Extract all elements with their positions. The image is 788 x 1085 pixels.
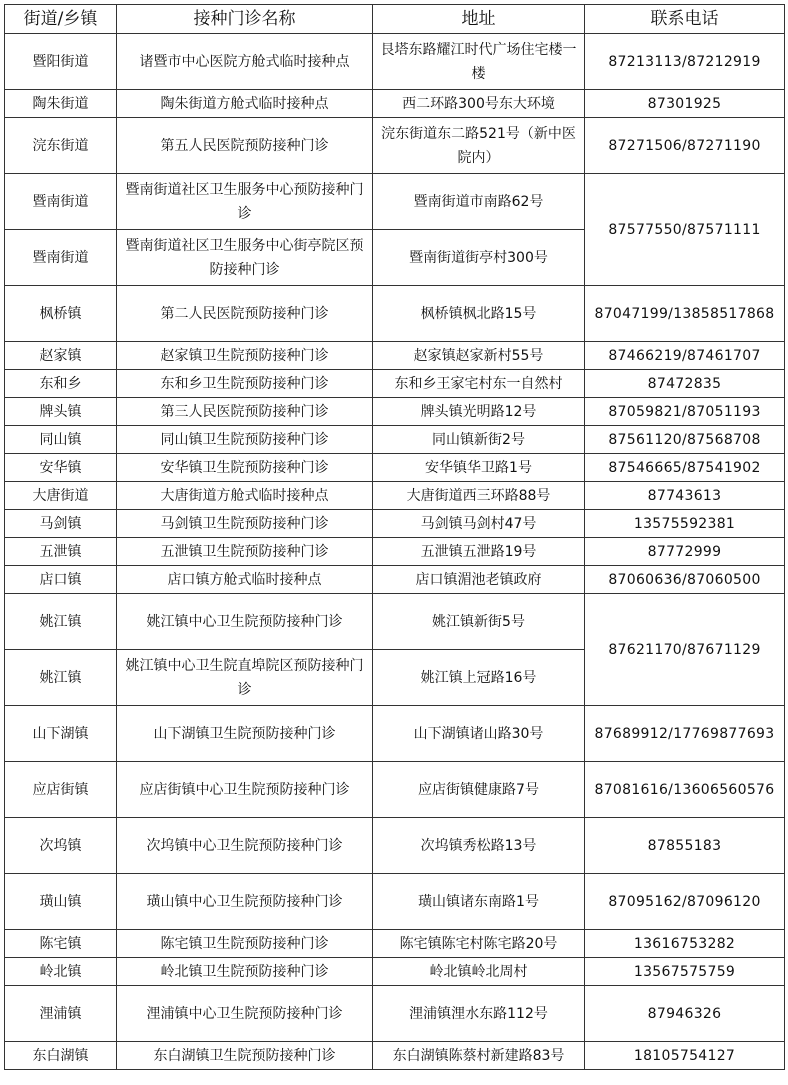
table-row: [5, 398, 785, 426]
phone-cell: 13616753282: [585, 930, 785, 958]
phone-cell: 87060636/87060500: [585, 566, 785, 594]
table-row: [5, 706, 785, 762]
town-cell: 璜山镇: [5, 874, 117, 930]
clinic-name-cell: 第五人民医院预防接种门诊: [117, 118, 373, 174]
phone-cell: 87081616/13606560576: [585, 762, 785, 818]
table-row: [5, 986, 785, 1042]
town-cell: 浣东街道: [5, 118, 117, 174]
town-cell: 应店街镇: [5, 762, 117, 818]
town-cell: 暨南街道: [5, 230, 117, 286]
town-cell: 五泄镇: [5, 538, 117, 566]
address-cell: 陈宅镇陈宅村陈宅路20号: [373, 930, 585, 958]
address-cell: 姚江镇上冠路16号: [373, 650, 585, 706]
phone-cell: 13575592381: [585, 510, 785, 538]
address-cell: 浣东街道东二路521号（新中医院内）: [373, 118, 585, 174]
phone-cell: 87472835: [585, 370, 785, 398]
address-cell: 马剑镇马剑村47号: [373, 510, 585, 538]
town-cell: 安华镇: [5, 454, 117, 482]
table-row: [5, 426, 785, 454]
clinic-name-cell: 暨南街道社区卫生服务中心街亭院区预防接种门诊: [117, 230, 373, 286]
clinic-name-cell: 姚江镇中心卫生院预防接种门诊: [117, 594, 373, 650]
clinic-name-cell: 马剑镇卫生院预防接种门诊: [117, 510, 373, 538]
table-row: [5, 454, 785, 482]
vaccination-clinic-table: [4, 4, 785, 1070]
town-cell: 东和乡: [5, 370, 117, 398]
phone-cell: 87271506/87271190: [585, 118, 785, 174]
phone-cell: 18105754127: [585, 1042, 785, 1070]
town-cell: 陈宅镇: [5, 930, 117, 958]
address-cell: 艮塔东路耀江时代广场住宅楼一楼: [373, 34, 585, 90]
clinic-name-cell: 同山镇卫生院预防接种门诊: [117, 426, 373, 454]
table-row: [5, 90, 785, 118]
header-phone: 联系电话: [585, 5, 785, 34]
town-cell: 暨南街道: [5, 174, 117, 230]
town-cell: 岭北镇: [5, 958, 117, 986]
table-row: [5, 174, 785, 230]
address-cell: 枫桥镇枫北路15号: [373, 286, 585, 342]
address-cell: 大唐街道西三环路88号: [373, 482, 585, 510]
address-cell: 岭北镇岭北周村: [373, 958, 585, 986]
clinic-name-cell: 次坞镇中心卫生院预防接种门诊: [117, 818, 373, 874]
town-cell: 马剑镇: [5, 510, 117, 538]
town-cell: 同山镇: [5, 426, 117, 454]
address-cell: 牌头镇光明路12号: [373, 398, 585, 426]
clinic-name-cell: 东白湖镇卫生院预防接种门诊: [117, 1042, 373, 1070]
phone-cell: 87546665/87541902: [585, 454, 785, 482]
clinic-name-cell: 店口镇方舱式临时接种点: [117, 566, 373, 594]
clinic-name-cell: 应店街镇中心卫生院预防接种门诊: [117, 762, 373, 818]
address-cell: 次坞镇秀松路13号: [373, 818, 585, 874]
phone-cell: 87743613: [585, 482, 785, 510]
table-row: [5, 538, 785, 566]
town-cell: 姚江镇: [5, 650, 117, 706]
clinic-name-cell: 璜山镇中心卫生院预防接种门诊: [117, 874, 373, 930]
phone-cell: 13567575759: [585, 958, 785, 986]
phone-cell: 87689912/17769877693: [585, 706, 785, 762]
phone-cell: 87946326: [585, 986, 785, 1042]
table-row: [5, 1042, 785, 1070]
town-cell: 浬浦镇: [5, 986, 117, 1042]
town-cell: 牌头镇: [5, 398, 117, 426]
table-row: [5, 34, 785, 90]
phone-cell: 87561120/87568708: [585, 426, 785, 454]
address-cell: 西二环路300号东大环境: [373, 90, 585, 118]
phone-cell: 87095162/87096120: [585, 874, 785, 930]
table-row: [5, 370, 785, 398]
address-cell: 同山镇新街2号: [373, 426, 585, 454]
table-row: [5, 118, 785, 174]
header-town: 街道/乡镇: [5, 5, 117, 34]
address-cell: 暨南街道市南路62号: [373, 174, 585, 230]
table-row: [5, 482, 785, 510]
address-cell: 安华镇华卫路1号: [373, 454, 585, 482]
address-cell: 东白湖镇陈蔡村新建路83号: [373, 1042, 585, 1070]
address-cell: 姚江镇新街5号: [373, 594, 585, 650]
phone-cell: 87301925: [585, 90, 785, 118]
clinic-name-cell: 岭北镇卫生院预防接种门诊: [117, 958, 373, 986]
clinic-name-cell: 姚江镇中心卫生院直埠院区预防接种门诊: [117, 650, 373, 706]
town-cell: 赵家镇: [5, 342, 117, 370]
table-header-row: [5, 5, 785, 34]
address-cell: 赵家镇赵家新村55号: [373, 342, 585, 370]
clinic-name-cell: 赵家镇卫生院预防接种门诊: [117, 342, 373, 370]
table-row: [5, 342, 785, 370]
clinic-name-cell: 浬浦镇中心卫生院预防接种门诊: [117, 986, 373, 1042]
clinic-name-cell: 大唐街道方舱式临时接种点: [117, 482, 373, 510]
town-cell: 陶朱街道: [5, 90, 117, 118]
town-cell: 大唐街道: [5, 482, 117, 510]
address-cell: 五泄镇五泄路19号: [373, 538, 585, 566]
address-cell: 东和乡王家宅村东一自然村: [373, 370, 585, 398]
town-cell: 东白湖镇: [5, 1042, 117, 1070]
table-row: [5, 930, 785, 958]
table-row: [5, 762, 785, 818]
phone-cell: 87772999: [585, 538, 785, 566]
phone-cell: 87855183: [585, 818, 785, 874]
clinic-name-cell: 五泄镇卫生院预防接种门诊: [117, 538, 373, 566]
phone-cell: 87047199/13858517868: [585, 286, 785, 342]
table-row: [5, 594, 785, 650]
clinic-name-cell: 诸暨市中心医院方舱式临时接种点: [117, 34, 373, 90]
table-row: [5, 958, 785, 986]
header-clinic: 接种门诊名称: [117, 5, 373, 34]
clinic-name-cell: 第二人民医院预防接种门诊: [117, 286, 373, 342]
clinic-name-cell: 安华镇卫生院预防接种门诊: [117, 454, 373, 482]
phone-cell: 87213113/87212919: [585, 34, 785, 90]
clinic-name-cell: 第三人民医院预防接种门诊: [117, 398, 373, 426]
clinic-name-cell: 暨南街道社区卫生服务中心预防接种门诊: [117, 174, 373, 230]
town-cell: 店口镇: [5, 566, 117, 594]
address-cell: 店口镇湄池老镇政府: [373, 566, 585, 594]
town-cell: 姚江镇: [5, 594, 117, 650]
phone-cell: 87577550/87571111: [585, 174, 785, 286]
town-cell: 山下湖镇: [5, 706, 117, 762]
table-row: [5, 818, 785, 874]
clinic-name-cell: 陈宅镇卫生院预防接种门诊: [117, 930, 373, 958]
clinic-name-cell: 东和乡卫生院预防接种门诊: [117, 370, 373, 398]
town-cell: 暨阳街道: [5, 34, 117, 90]
address-cell: 浬浦镇浬水东路112号: [373, 986, 585, 1042]
header-address: 地址: [373, 5, 585, 34]
address-cell: 暨南街道街亭村300号: [373, 230, 585, 286]
phone-cell: 87466219/87461707: [585, 342, 785, 370]
clinic-name-cell: 山下湖镇卫生院预防接种门诊: [117, 706, 373, 762]
address-cell: 山下湖镇诸山路30号: [373, 706, 585, 762]
clinic-name-cell: 陶朱街道方舱式临时接种点: [117, 90, 373, 118]
table-row: [5, 286, 785, 342]
address-cell: 应店街镇健康路7号: [373, 762, 585, 818]
town-cell: 枫桥镇: [5, 286, 117, 342]
table-row: [5, 510, 785, 538]
town-cell: 次坞镇: [5, 818, 117, 874]
phone-cell: 87059821/87051193: [585, 398, 785, 426]
table-row: [5, 566, 785, 594]
table-row: [5, 874, 785, 930]
phone-cell: 87621170/87671129: [585, 594, 785, 706]
address-cell: 璜山镇诸东南路1号: [373, 874, 585, 930]
